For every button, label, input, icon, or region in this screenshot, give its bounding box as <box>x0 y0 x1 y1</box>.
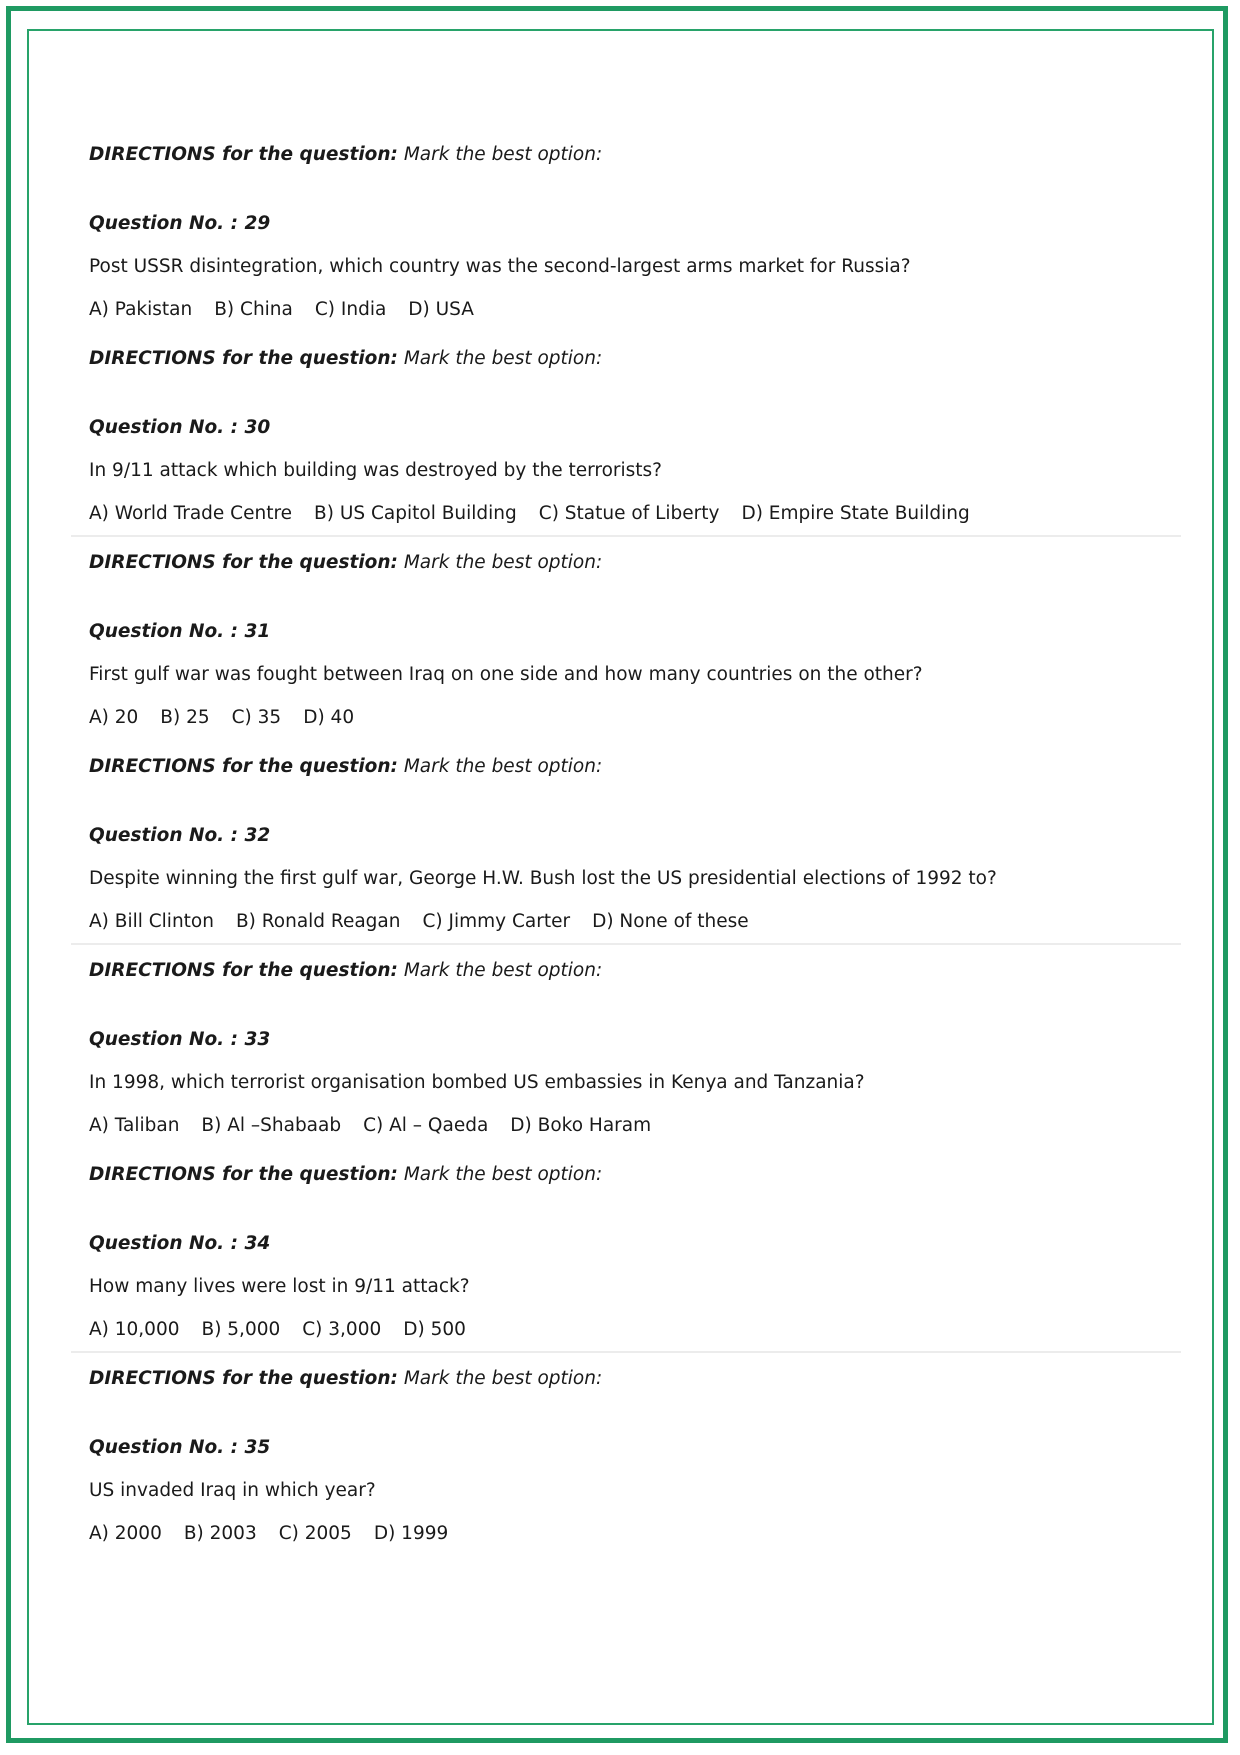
directions-line <box>89 344 602 374</box>
option-d: D) USA <box>408 299 474 320</box>
directions-text: Mark the best option: <box>403 960 603 981</box>
option-a: A) 2000 <box>89 1523 162 1544</box>
option-c: C) Al – Qaeda <box>363 1115 489 1136</box>
question-text: How many lives were lost in 9/11 attack? <box>89 1276 470 1297</box>
option-a: A) Bill Clinton <box>89 911 214 932</box>
directions-label: DIRECTIONS for the question: <box>89 1164 398 1185</box>
directions-label: DIRECTIONS for the question: <box>89 552 398 573</box>
directions-text: Mark the best option: <box>403 552 603 573</box>
directions-text: Mark the best option: <box>403 1368 603 1389</box>
question-block-35 <box>89 1364 1169 1568</box>
question-number: Question No. : 35 <box>89 1437 271 1458</box>
question-block-30 <box>89 344 1169 548</box>
option-d: D) 500 <box>403 1319 466 1340</box>
option-d: D) 1999 <box>373 1523 449 1544</box>
option-c: C) Statue of Liberty <box>538 503 720 524</box>
question-number: Question No. : 32 <box>89 825 271 846</box>
question-list <box>89 140 1169 1568</box>
option-d: D) Boko Haram <box>510 1115 652 1136</box>
option-b: B) China <box>214 299 293 320</box>
options-row <box>89 1519 470 1549</box>
directions-line <box>89 1160 602 1190</box>
option-b: B) 2003 <box>183 1523 257 1544</box>
question-block-32 <box>89 752 1169 956</box>
directions-label: DIRECTIONS for the question: <box>89 1368 398 1389</box>
option-a: A) 10,000 <box>89 1319 180 1340</box>
options-row <box>89 703 376 733</box>
option-a: A) Pakistan <box>89 299 193 320</box>
option-d: D) Empire State Building <box>741 503 970 524</box>
question-text: In 1998, which terrorist organisation bombed US embassies in Kenya and Tanzania? <box>89 1072 865 1093</box>
directions-label: DIRECTIONS for the question: <box>89 348 398 369</box>
option-c: C) 35 <box>231 707 282 728</box>
option-d: D) None of these <box>592 911 749 932</box>
option-c: C) India <box>314 299 387 320</box>
directions-text: Mark the best option: <box>403 144 603 165</box>
directions-text: Mark the best option: <box>403 1164 603 1185</box>
question-block-34 <box>89 1160 1169 1364</box>
option-b: B) 25 <box>160 707 210 728</box>
option-b: B) Ronald Reagan <box>235 911 401 932</box>
options-row <box>89 295 496 325</box>
options-row <box>89 907 771 937</box>
question-text: In 9/11 attack which building was destroyed by the terrorists? <box>89 460 663 481</box>
directions-line <box>89 548 602 578</box>
option-b: B) US Capitol Building <box>314 503 517 524</box>
option-c: C) Jimmy Carter <box>422 911 571 932</box>
question-number: Question No. : 29 <box>89 213 271 234</box>
question-number: Question No. : 30 <box>89 417 271 438</box>
question-block-33 <box>89 956 1169 1160</box>
options-row <box>89 499 992 529</box>
question-number: Question No. : 31 <box>89 621 271 642</box>
question-number: Question No. : 34 <box>89 1233 271 1254</box>
question-number: Question No. : 33 <box>89 1029 271 1050</box>
question-text: Despite winning the first gulf war, George H.W. Bush lost the US presidential elections of 1992 to? <box>89 868 997 889</box>
directions-line <box>89 1364 602 1394</box>
options-row <box>89 1315 488 1345</box>
directions-text: Mark the best option: <box>403 348 603 369</box>
option-b: B) Al –Shabaab <box>201 1115 342 1136</box>
question-text: US invaded Iraq in which year? <box>89 1480 376 1501</box>
directions-label: DIRECTIONS for the question: <box>89 144 398 165</box>
question-text: First gulf war was fought between Iraq on one side and how many countries on the other? <box>89 664 923 685</box>
option-a: A) World Trade Centre <box>89 503 293 524</box>
section-divider <box>71 535 1181 537</box>
directions-label: DIRECTIONS for the question: <box>89 756 398 777</box>
directions-line <box>89 752 602 782</box>
option-c: C) 3,000 <box>302 1319 382 1340</box>
directions-text: Mark the best option: <box>403 756 603 777</box>
question-block-29 <box>89 140 1169 344</box>
option-a: A) 20 <box>89 707 139 728</box>
section-divider <box>71 943 1181 945</box>
option-b: B) 5,000 <box>201 1319 281 1340</box>
option-d: D) 40 <box>303 707 355 728</box>
directions-line <box>89 140 602 170</box>
directions-label: DIRECTIONS for the question: <box>89 960 398 981</box>
section-divider <box>71 1351 1181 1353</box>
options-row <box>89 1111 673 1141</box>
directions-line <box>89 956 602 986</box>
option-a: A) Taliban <box>89 1115 180 1136</box>
option-c: C) 2005 <box>278 1523 352 1544</box>
question-text: Post USSR disintegration, which country was the second-largest arms market for Russia? <box>89 256 911 277</box>
question-block-31 <box>89 548 1169 752</box>
